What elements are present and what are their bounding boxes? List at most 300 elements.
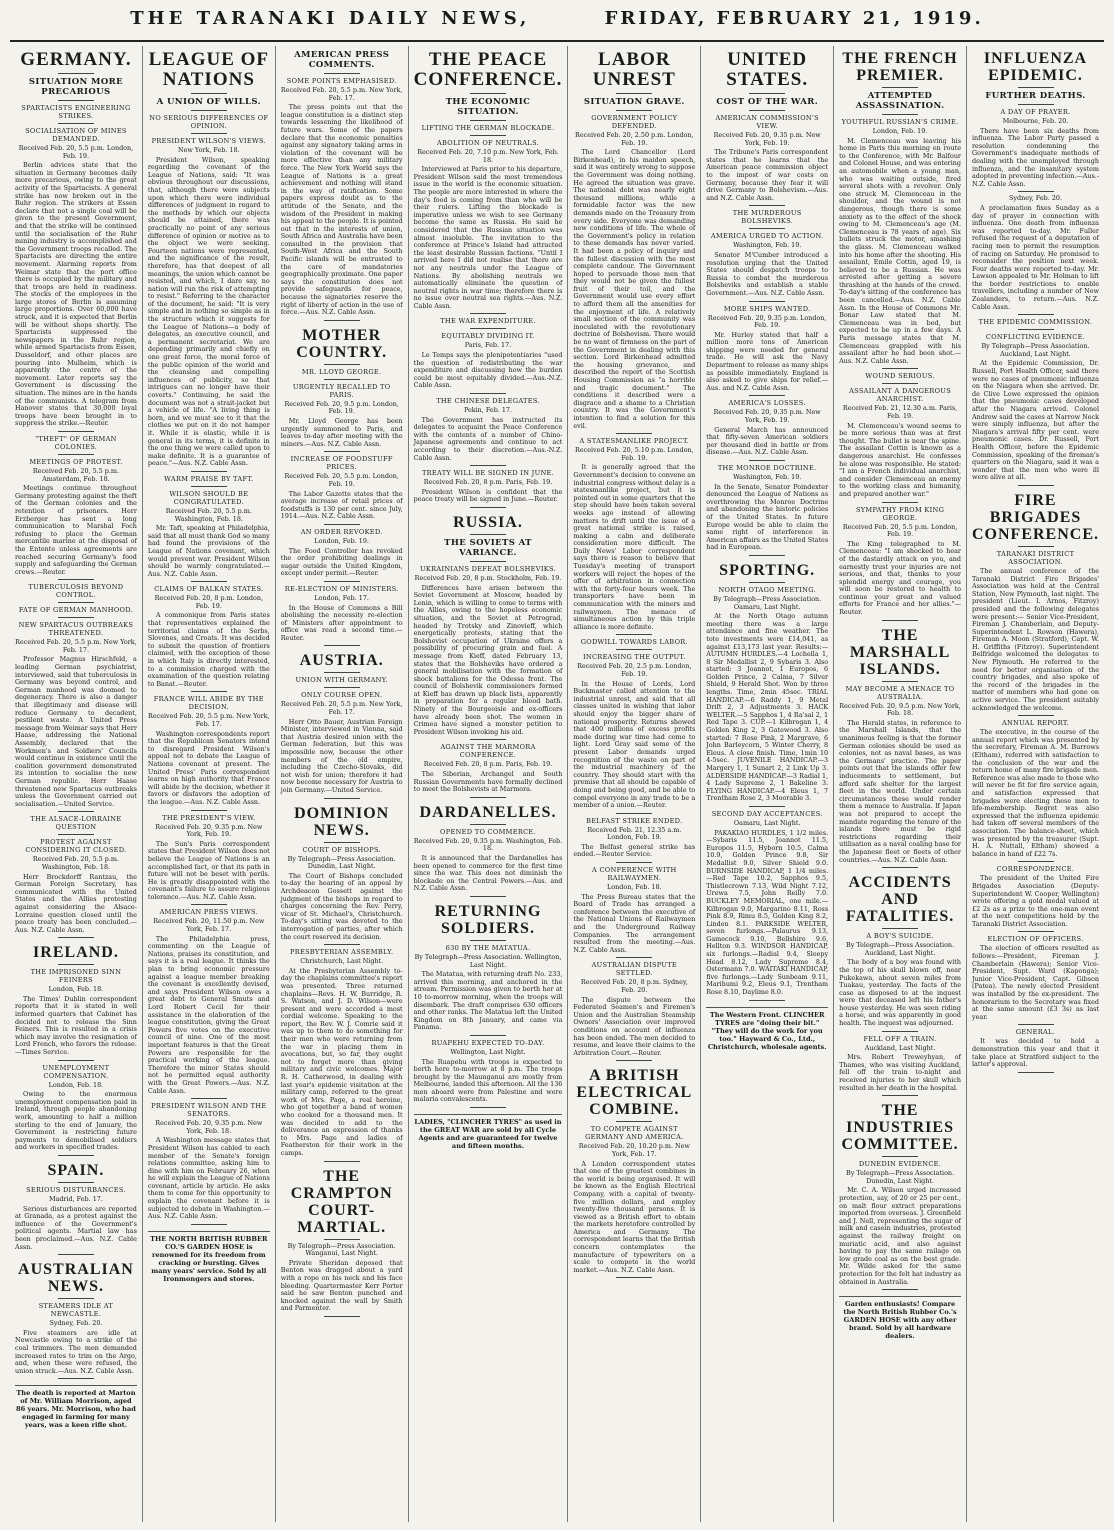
item-rule (882, 1095, 918, 1096)
paragraph: The annual conference of the Taranaki District Fire Brigades' Association was held at the Central Station, New Plymouth, last night. The president (Lieut. I. Arnos, Fitzroy) presided and the following delegates were present:— Senior Vice-President, Fireman J. Chamberlain, and Deputy-Superintendent L. Rowson (Hawera), Fireman A. Moon (Stratford), Capt. W. H. Griffiths (Fitzroy). Superintendent Belfridge welcomed the delegates to New Plymouth. He referred to the need for better organisation of the country brigades, and also spoke of the record of the brigades in the matter of members who had gone on active service. The president suitably acknowledged the welcome. (972, 566, 1099, 712)
section-heading: AMERICAN COMMISSION'S VIEW. (715, 114, 819, 130)
item-rule (749, 806, 785, 807)
dateline: Received Feb. 20, 9.35 p.m. New York, Feb. 19. (155, 822, 263, 839)
paragraph: Five steamers are idle at Newcastle owing to a strike of the coal trimmers. The men demanded increased rates to trim on the Argo, and, when these were refused, the union struck.—Aus. N.Z. Cable Assn. (15, 1328, 137, 1375)
paragraph: The body of a boy was found with the top of his skull blown off, near Pukekawa, about seven miles from Tuakau, yesterday. The facts of the case as disposed to at the inquest were that deceased left his father's house yesterday. He was seen riding a horse, and was apparently in good health. The inquest was adjourned. (839, 958, 961, 1028)
paragraph: Serious disturbances are reported at Granada, as a protest against the influence of the Government's political agents. Martial law has been proclaimed.—Aus. N.Z. Cable Assn. (15, 1204, 137, 1251)
section-heading: THE MURDEROUS BOLSHEVIKS. (732, 209, 802, 226)
item-rule (1018, 1072, 1054, 1073)
article-body (15, 162, 137, 428)
item-rule (191, 904, 227, 905)
section-heading: MAY BECOME A MENACE TO AUSTRALIA. (845, 684, 955, 701)
dateline: Wellington, Last Night. (450, 1047, 526, 1056)
article-body (281, 719, 403, 795)
story-subheadline: AMERICAN PRESS COMMENTS. (294, 50, 390, 70)
section-heading: AMERICA'S LOSSES. (728, 399, 806, 408)
masthead (10, 8, 1104, 42)
story-headline: RUSSIA. (453, 513, 523, 531)
section-heading: AMERICA URGED TO ACTION. (710, 232, 824, 241)
paragraph: The president of the United Fire Brigades Association (Deputy-Superintendent W. Cooper, Wellington) wrote offering a gold medal valued at £2 2s as a prize to the one-man event at the next competitions held by the Taranaki District Association. (972, 874, 1099, 928)
article-body (281, 968, 403, 1158)
paragraph: The Press Bureau states that the Board of Trade has arranged a conference between the executive of the National Unions of Railwaymen and the Underground Railway Companies. The arrangement resulted from the meeting.—Aus. N.Z. Cable Assn. (573, 892, 696, 954)
dateline: Received Feb. 21, 12.30 a.m. Paris, Feb. 19. (842, 404, 958, 420)
headline-rule (616, 1121, 652, 1122)
paragraph: The Herald states, in reference to the Marshall Islands, that the unanimous feeling is that the former German colonies should be used as colonies, not as naval bases, as was the Germans' practice. The paper points out that the islands offer few inducements to settlement, but afford safe shelter for the largest fleet in the world. Under certain circumstances these would render them a menace to Australia. If Japan was not prepared to accept the mandate regarding the tenure of the islands there must be rigid restrictions regarding their utilisation as a naval coaling base for the Japanese fleet or fleets of other countries.—Aus. N.Z. Cable Assn. (839, 718, 961, 864)
article-body (414, 417, 563, 463)
dateline: Received Feb. 20, 2.5 p.m. London, Feb. 19. (577, 662, 692, 678)
headline-rule (470, 93, 506, 94)
dateline: Received Feb. 20, 8 p.m. Paris, Feb. 19. (423, 478, 553, 487)
section-heading: PROTEST AGAINST CONSIDERING IT CLOSED. (25, 838, 127, 855)
story (706, 50, 828, 556)
dateline: By Telegraph—Press Association. Oamaru, Last Night. (713, 594, 822, 611)
section-heading: RUAPEHU EXPECTED TO-DAY. (431, 1038, 545, 1047)
story-subheadline: FURTHER DEATHS. (985, 91, 1086, 101)
subheadline-rule (616, 110, 652, 111)
paragraph: The Belfast general strike has ended.—Reuter Service. (573, 842, 696, 859)
section-heading: TO COMPETE AGAINST GERMANY AND AMERICA. (585, 1125, 684, 1142)
section-heading: A STATESMANLIKE PROJECT. (579, 437, 690, 446)
story-headline: GERMANY. (20, 49, 132, 70)
dateline: Received Feb. 20, 5.10 p.m. London, Feb. 19. (575, 446, 694, 462)
story-subheadline: A UNION OF WILLS. (156, 97, 261, 107)
paragraph: Interviewed at Paris prior to his departure, President Wilson said the most tremendous issue in the world is the economic situation. The people are more interested in where the day's food is coming from than who will be their rulers. Lifting the blockade is imperative unless we wish to see Germany become the same as Russia. He said he considered that the Russian situation was almost insoluble. The invitation to the conference at Prince's Island had attracted the least desirable Russian factions. "Until I arrived here I did not realise that there are not any neutrals under the League of Nations. By abolishing neutrals we automatically eliminate the question of neutral rights in war time; therefore there is no issue over neutral sea rights.—Aus. N.Z. Cable Assn. (413, 165, 563, 310)
section-heading: NO SERIOUS DIFFERENCES OF OPINION. (149, 114, 269, 130)
article-body (15, 996, 137, 1057)
dateline: Christchurch, Last Night. (300, 957, 384, 966)
headline-rule (58, 73, 94, 74)
item-rule (470, 797, 506, 798)
dateline: Received Feb. 20, 8 p.m. Sydney, Feb. 20. (580, 978, 688, 994)
headline-rule (470, 534, 506, 535)
paragraph: Mrs. Robert Treweyhyan, of Thames, who was visiting Auckland, fell off the train to-night and received injuries to her skull which resulted in her death in the hospital. (839, 1053, 961, 1092)
item-rule (191, 1224, 227, 1225)
article-body (706, 332, 828, 393)
column-6 (701, 46, 834, 1522)
story-headline: RETURNING SOLDIERS. (434, 902, 542, 937)
dateline: Received Feb. 20, 2.50 p.m. London, Feb. 19. (575, 131, 694, 147)
article-body (839, 1187, 961, 1286)
dateline: London, Feb. 18. (607, 883, 662, 892)
section-heading: A BOY'S SUICIDE. (866, 932, 934, 941)
section-heading: LIFTING THE GERMAN BLOCKADE. (421, 124, 555, 132)
paragraph: Owing to the enormous unemployment compensation paid in Ireland, through people abandoning work, amounting to half a million sterling to the end of January, the Government is restricting future payments to demobilised soldiers and workers in specified trades. (15, 1090, 137, 1152)
dateline: London, Feb. 19. (314, 536, 369, 545)
paragraph: At the Presbyterian Assembly to-day the chaplains committee's report was presented. Three returned chaplains—Revs. H. W. Burridge, R. S. Watson, and J. D. Wilson—were present and were accorded a most cordial welcome. Speaking to the report, the Rev. W. J. Comrie said it was up to them to do something for their men who were returning from the war in placing them in avocations, but, so far, they ought not to forget more than giving military and civic welcomes. Major R. H. Catherwood, in dealing with last year's epidemic visitation at the military camp, referred to the great work of Mrs. Page, a real heroine, who got together a band of women who cooked for a thousand men. It was decided to add to the deliverance an expression of thanks to Mrs. Page and ladies of Featherston for their work in the camps. (280, 966, 403, 1157)
headline-rule (58, 1298, 94, 1299)
article-body (15, 485, 137, 576)
section-heading: STEAMERS IDLE AT NEWCASTLE. (38, 1302, 114, 1319)
headline-rule (324, 364, 360, 365)
dateline: Received Feb. 20, 8 p.m. London, Feb. 19. (154, 594, 263, 610)
item-rule (749, 395, 785, 396)
paragraph: There have been six deaths from influenza. The Labor Party passed a resolution condemning the Government's inadequate methods of dealing with the unemployed through influenza, and the insanitary system adopted in preventing infection.—Aus.-N.Z. Cable Assn. (972, 126, 1099, 188)
paragraph: It is announced that the Dardanelles has been opened to commerce for the first time since the war. This does not diminish the blockade on the Central Powers.—Aus. and N.Z. Cable Assn. (413, 854, 563, 893)
item-rule (191, 133, 227, 134)
headline-rule (1018, 546, 1054, 547)
item-rule (470, 507, 506, 508)
item-rule (58, 123, 94, 124)
article-body (15, 1330, 137, 1376)
article-body (414, 855, 563, 893)
dateline: New York, Feb. 18. (178, 146, 240, 154)
paragraph: The Sun's Paris correspondent states that President Wilson does not believe the League of Nations is an accomplished fact, or that its path in future will not be beset with perils. He is greatly disappointed with the covenant's failure to assure religious tolerance.—Aus. N.Z. Cable Assn. (147, 839, 270, 901)
headline-rule (749, 582, 785, 583)
paragraph: The Lord Chancellor (Lord Birkenhead), in his maiden speech, said it was entirely wrong to suppose the Government was doing nothing. He agreed the situation was grave. The national debt was nearly eight thousand millions, while a formidable factor was the new demands made on the Treasury from every side. Everyone was demanding new conditions of life. The whole of the Government's policy in relation to these demands has never varied. It had been a policy of inquiry and the fullest discussion with the most complete candour. The Government hoped to persuade those men that they would not be given the fullest fruit of their toil, and the Government would use every effort to afford them all the amenities for the enjoyment of life. A relatively small section of the community was inoculated with the revolutionary doctrine of Bolshevism. There would be no want of firmness on the part of the Government in dealing with this section. Lord Birkenhead admitted the housing grievance, and described the report of the Scottish Housing Commission as "a horrible and tragic document." The conditions it described were a disgrace and a shame to a Christian country. It was the Government's intention to find a solution for this evil. (573, 148, 696, 430)
article-body (972, 360, 1099, 482)
section-heading: AUSTRALIAN DISPUTE SETTLED. (591, 961, 678, 978)
paragraph: Washington correspondents report that the Republican Senators intend to disregard President Wilson's appeal not to debate the League of Nations covenant at present. The United Press' Paris correspondent learns on high authority that France will abide by the decision, whether it favors or disfavors the adoption of the league.—Aus. N.Z. Cable Assn. (147, 729, 270, 806)
item-rule (324, 798, 360, 799)
dateline: Received Feb. 20, 8 p.m. Stockholm, Feb. 19. (414, 573, 562, 582)
article-body (573, 149, 695, 430)
section-heading: MR. LLOYD GEORGE. (301, 367, 382, 376)
item-rule (191, 1098, 227, 1099)
article-body (414, 971, 563, 1032)
article-body (15, 874, 137, 935)
story-headline: DOMINION NEWS. (294, 804, 390, 839)
paragraph: The election of officers resulted as follows:—President, Fireman J. Chamberlain (Hawera); Senior Vice-President, Supt. Ward (Kaponga); Junior Vice-President, Capt. Gibson (Patea). The newly elected President was installed by the ex-president. The honorarium to the Secretary was fixed at the same amount (£3 3s) as last year. (972, 944, 1099, 1021)
section-heading: WARM PRAISE BY TAFT. (164, 474, 254, 483)
paper-title: THE TARANAKI DAILY NEWS, (130, 8, 531, 29)
headline-rule (470, 940, 506, 941)
paragraph: The Food Controller has revoked the order prohibiting dealings in sugar outside the United Kingdom, except under permit.—Reuter. (280, 546, 403, 578)
section-heading: SPARTACISTS ENGINEERING STRIKES. (21, 104, 131, 120)
item-rule (470, 896, 506, 897)
dateline: Sydney, Feb. 20. (1009, 194, 1062, 203)
paragraph: At the North Otago autumn meeting there was a large attendance and fine weather. The tote investments were £14,041, as against £13,173 last year. Results:— AUTUMN HURDLES.—4 Lochella 1, 8 Sir Medallist 2, 9 Sybaris 3. Also started: 3 Joannot, 1 Europos, 6 Golden Prince, 2 Calma, 7 Silver Shield, 9 Herald Shot. Won by three lengths. Time, 2min 45sec. TRIAL HANDICAP.—6 Raddy 1, 9 Metal Drift 2, 3 Adjustments 3. HACK WELTER.—5 Sapphos 1, 4 Ra'sal 2, 1 Red Tape 3. CUP.—1 Kilbrogan 1, 4 Golden King 2, 3 Gatewood 3. Also started: 7 Rose Pink, 2 Margrave, 6 John Barleycorn, 5 Winter Cherry, 8 Eleus. A close finish. Time, 1min 10 4-5sec. JUVENILE HANDICAP.—3 Margery 1, 1 Sunart 2, 2 Link Up 3. ALDERSIDE HANDICAP.—3 Radial 1, 4 Lady Supreme 2, 1 Bakeline 3. FLYING HANDICAP.—4 Eleus 1, 7 Trentham Rose 2, 3 Moorable 3. (706, 612, 829, 803)
section-heading: A DAY OF PRAYER. (1000, 108, 1071, 116)
article-body (148, 157, 270, 468)
story-subheadline: SITUATION GRAVE. (583, 97, 685, 107)
dateline: Received Feb. 20, 9.35 p.m. New York, Feb. 19. (713, 131, 821, 147)
article-body (839, 1054, 961, 1092)
section-heading: AN ORDER REVOKED. (300, 527, 383, 536)
item-rule (324, 645, 360, 646)
article-body (15, 656, 137, 808)
article-body (706, 149, 828, 202)
item-rule (1018, 861, 1054, 862)
section-heading: NEW SPARTACUS OUTBREAKS THREATENED. (18, 621, 134, 638)
story (972, 50, 1099, 486)
column-5 (568, 46, 701, 1522)
section-heading: THE EPIDEMIC COMMISSION. (978, 318, 1093, 327)
article-body (972, 205, 1099, 311)
advertisement: LADIES, "CLINCHER TYRES" as used in the GREAT WAR are sold by all Cycle Agents and are guaranteed for twelve and fifteen months. (414, 1114, 563, 1150)
section-heading: GOVERNMENT POLICY DEFENDED. (591, 114, 678, 130)
item-rule (191, 691, 227, 692)
item-rule (324, 451, 360, 452)
headline-rule (882, 928, 918, 929)
item-rule (616, 1277, 652, 1278)
story-headline: MOTHER COUNTRY. (296, 326, 388, 361)
article-body (839, 720, 961, 864)
paragraph: The press points out that the league constitution is a distinct step towards lessening the likelihood of future wars. Some of the papers declare that the economic penalties against any signatory taking arms in violation of the covenant will be more effective than any military force. The New York World says the League of Nations is a great achievement and nothing will stand in the way of ratification. Some papers express doubt as to the attitude of the Senate, and the wisdom of the President in making his appeal to the people. It is pointed out that in the interests of union, South Africa and Australia have been consulted in the provision that South-West Africa and the South Pacific islands will be entrusted to the care of mandatories geographically proximate. One paper says the constitution does not provide safeguards for peace, because the signatories reserve the right of liberty of action in the use of force.—Aus. N.Z. Cable Assn. (280, 103, 403, 317)
item-rule (324, 581, 360, 582)
item-rule (58, 937, 94, 938)
story-headline: THE CRAMPTON COURT-MARTIAL. (290, 1167, 393, 1236)
item-rule (58, 602, 94, 603)
item-rule (616, 433, 652, 434)
subheadline-rule (470, 120, 506, 121)
story-headline: AUSTRALIAN NEWS. (18, 1261, 134, 1296)
dateline: By Telegraph—Press Association. Wanganui, Last Night. (287, 1241, 396, 1258)
item-rule (882, 867, 918, 868)
story-subheadline: ATTEMPTED ASSASSINATION. (855, 91, 945, 111)
dateline: By Telegraph—Press Association. Auckland, Last Night. (846, 941, 955, 957)
section-heading: UNEMPLOYMENT COMPENSATION. (42, 1063, 110, 1080)
story-headline: THE INDUSTRIES COMMITTEE. (841, 1102, 959, 1154)
article-body (972, 729, 1099, 858)
paragraph: General March has announced that fifty-seven American soldiers per thousand died in battle or from disease.—Aus. N.Z. Cable Assn. (706, 425, 829, 457)
item-rule (882, 620, 918, 621)
section-heading: SYMPATHY FROM KING GEORGE. (855, 505, 945, 522)
section-heading: SOCIALISATION OF MINES DEMANDED. (25, 127, 127, 143)
article-body (839, 423, 961, 499)
section-heading: FRANCE WILL ABIDE BY THE DECISION. (153, 695, 264, 712)
story-headline: UNITED STATES. (726, 49, 809, 90)
story-headline: SPAIN. (47, 1161, 105, 1179)
item-rule (58, 617, 94, 618)
item-rule (324, 687, 360, 688)
column-3 (276, 46, 409, 1522)
dateline: Received Feb. 20, 5.5 p.m. New York, Feb. 17. (280, 86, 403, 102)
advertisement: THE NORTH BRITISH RUBBER CO.'S GARDEN HOSE is renowned for its freedom from cracking or bursting. Gives many years' service. Sold by all Ironmongers and stores. (148, 1231, 270, 1283)
section-heading: SECOND DAY ACCEPTANCES. (711, 809, 823, 818)
paragraph: A proclamation fixes Sunday as a day of prayer in connection with influenza. One death from influenza was reported to-day. Mr. Fuller refused the request of a deputation of racing men to permit the resumption of racing on Saturday. He promised to reconsider the position next week. Four deaths were reported to-day. Mr. Lawson appealed to Mr. Holman to lift the border restrictions to enable travellers, including a number of New Zealanders, to return.—Aus. N.Z. Cable Assn. (972, 203, 1099, 311)
paragraph: Senator M'Cumber introduced a resolution urging that the United States should despatch troops to Russia to combat the murderous Bolsheviks and establish a stable Government.—Aus. N.Z. Cable Assn. (706, 250, 829, 297)
paragraph: In the House of Commons a Bill abolishing the necessity re-election of Ministers after appointment to office was read a second time.—Reuter. (280, 603, 403, 642)
headline-rule (749, 93, 785, 94)
advertisement: Garden enthusiasts! Compare the North British Rubber Co.'s GARDEN HOSE with any other brand. Sold by all hardware dealers. (839, 1296, 961, 1340)
section-heading: THE PRESIDENT'S VIEW. (162, 813, 256, 822)
article-body (15, 1091, 137, 1152)
item-rule (882, 1031, 918, 1032)
paragraph: Mr. C. A. Wilson urged increased protection, say, of 20 or 25 per cent., on malt flour extract preparations imported from overseas. J. Greenfield and J. Nell, representing the sugar of milk and casein industries, protested against the railway freight on muriatic acid, and also against having to pay the same railage on low grade coal as on the best grade. Mr. Wilde asked for the same protection for the felt hat industry as obtained in Australia. (839, 1186, 961, 1286)
paragraph: The Tribune's Paris correspondent states that he learns that the American peace commission object to the impost of war costs on Germany, because they fear it will drive Germany to Bolshevism.—Aus. and N.Z. Cable Assn. (706, 148, 829, 202)
subheadline-rule (191, 110, 227, 111)
column-4 (409, 46, 569, 1522)
story-headline: ACCIDENTS AND FATALITIES. (845, 874, 955, 926)
story-headline: AUSTRIA. (299, 652, 384, 670)
article-body (414, 1059, 563, 1105)
story-subheadline: THE SOVIETS AT VARIANCE. (444, 537, 532, 558)
item-rule (324, 1161, 360, 1162)
paragraph: President Wilson is confident that the peace treaty will be signed in June.—Reuter. (413, 487, 563, 504)
section-heading: GENERAL. (1015, 1028, 1056, 1037)
paragraph: It was decided to hold a demonstration this year and that it take place at Stratford subject to the latter's approval. (972, 1037, 1099, 1069)
article-body (972, 568, 1099, 712)
section-heading: WOUND SERIOUS. (865, 372, 935, 381)
item-rule (191, 471, 227, 472)
item-rule (58, 834, 94, 835)
dateline: Received Feb. 20, 5.5 p.m. London, Feb. 19. (284, 472, 399, 488)
article-body (972, 1038, 1099, 1068)
headline-rule (470, 824, 506, 825)
item-rule (58, 1060, 94, 1061)
dateline: Received Feb. 20, 5.5 p.m. Amsterdam, Feb. 18. (32, 466, 119, 483)
item-rule (470, 328, 506, 329)
article-body (148, 731, 270, 807)
section-heading: ANNUAL REPORT. (1001, 719, 1070, 728)
article-body (281, 491, 403, 521)
headline-rule (58, 1182, 94, 1183)
item-rule (58, 579, 94, 580)
section-heading: FATE OF GERMAN MANHOOD. (18, 606, 133, 615)
item-rule (1018, 1024, 1054, 1025)
paragraph: Le Temps says the plenipotentiaries "used the question of redistributing the war expenditure and discussing how the burden could be most equitably divided.—Aus.-N.Z. Cable Assn. (413, 351, 563, 390)
section-heading: COURT OF BISHOPS. (302, 845, 381, 854)
item-rule (470, 465, 506, 466)
section-heading: EQUITABLY DIVIDING IT. (441, 332, 535, 341)
dateline: Received Feb. 20, 5.5 p.m. Washington, Feb. 18. (165, 506, 252, 523)
story (15, 1261, 137, 1379)
article-body (281, 605, 403, 643)
dateline: Washington, Feb. 19. (733, 473, 802, 481)
story (281, 652, 403, 798)
section-heading: PRESIDENT WILSON AND THE SENATORS. (151, 1102, 267, 1119)
story (15, 944, 137, 1156)
article-body (839, 541, 961, 617)
dateline: Received Feb. 20, 9.5 p.m. New York, Feb. 18. (839, 701, 961, 718)
subheadline-rule (58, 100, 94, 101)
article-body (15, 1206, 137, 1252)
item-rule (58, 811, 94, 812)
column-8 (967, 46, 1104, 1522)
item-rule (616, 957, 652, 958)
section-heading: BELFAST STRIKE ENDED. (586, 816, 683, 825)
section-heading: OPENED TO COMMERCE. (440, 827, 536, 836)
subheadline-rule (882, 114, 918, 115)
section-heading: THE WAR EXPENDITURE. (440, 317, 536, 326)
section-heading: GODWILL TOWARDS LABOR. (580, 638, 688, 647)
story-headline: LEAGUE OF NATIONS (148, 49, 269, 90)
article-body (414, 166, 563, 310)
subheadline-rule (1018, 104, 1054, 105)
paragraph: A commonique from Paris states that representatives explained the territorial claims of the Serbs, Slovenes, and Croats. It was decided to submit the question of frontiers claimed, with the exception of those in which Italy is directly interested, to a commission charged with the examination of the question relating to Banat.—Reuter. (147, 611, 270, 688)
paragraph: Mr. Taft, speaking at Philadelphia, said that all must thank God so many had found the provisions of the League of Nations covenant, which would prevent war. President Wilson should be warmly congratulated.—Aus. N.Z. Cable Assn. (147, 524, 270, 578)
article-body (573, 997, 695, 1058)
item-rule (58, 1378, 94, 1379)
dateline: London, Feb. 19. (872, 127, 928, 135)
section-heading: CORRESPONDENCE. (996, 865, 1075, 874)
item-rule (470, 313, 506, 314)
article-body (281, 548, 403, 578)
paragraph: Meetings continue throughout Germany protesting against the theft of the German colonies and the retention of prisoners. Herr Erzberger has sent a long communication to Marshal Foch refusing to place the German mercantile marine at the disposal of the Entente unless agreements are reached securing Germany's food supply and safeguarding the German crews.—Reuter. (15, 484, 137, 576)
section-heading: AGAINST THE MARMORA CONFERENCE. (440, 743, 536, 760)
story-headline: INFLUENZA EPIDEMIC. (983, 50, 1088, 84)
item-rule (749, 205, 785, 206)
headline-rule (324, 672, 360, 673)
item-rule (616, 862, 652, 863)
story-subheadline: SITUATION MORE PRECARIOUS (28, 77, 123, 97)
advertisement: The death is reported at Marton of Mr. William Morrison, aged 86 years. Mr. Morrison, who had engaged in farming for many years, was a keen rifle shot. (15, 1385, 137, 1429)
headline-rule (882, 87, 918, 88)
article-body (972, 875, 1099, 928)
section-heading: INCREASING THE OUTPUT. (582, 653, 686, 662)
article-body (148, 1137, 270, 1221)
article-body (281, 1260, 403, 1313)
section-heading: PRESBYTERIAN ASSEMBLY. (289, 948, 394, 957)
item-rule (324, 379, 360, 380)
article-body (148, 612, 270, 688)
article-body (706, 613, 828, 803)
headline-rule (58, 964, 94, 965)
article-body (573, 844, 695, 859)
section-heading: DUNEDIN EVIDENCE. (858, 1160, 942, 1169)
item-rule (58, 431, 94, 432)
article-body (414, 489, 563, 504)
paragraph: Professor Magnus Hirschfeld, a leading German psychiatrist, interviewed, said that tuberculosis in Germany was beyond control, and German manhood was doomed to degeneracy. There is also a danger that illegitimacy and disease will reduce Germany to decadent, pestilent waste. A United Press message from Weimar says that Herr Haase, addressing the National Assembly, declared that the Workmen's and Soldiers' Councils would continue in existence until the coalition government demonstrated its intention to socialise the new German republic. Herr Haase threatened new Spartacus outbreaks unless the Government carried out socialisation.—United Service. (15, 655, 137, 808)
dateline: London, Feb. 18. (48, 985, 104, 994)
item-rule (882, 1289, 918, 1290)
item-rule (882, 368, 918, 369)
item-rule (1018, 931, 1054, 932)
dateline: Received Feb. 20, 9.5 p.m. London, Feb. 19. (284, 399, 399, 416)
paragraph: Private Sheridan deposed that Benton was dragged about a yard with a rope on his neck and his face bleeding. Quartermaster Kerr Porter said he saw Benton punched and knocked against the wall by Smith and Parmenter. (280, 1258, 403, 1313)
story (839, 627, 961, 868)
dateline: Received Feb. 20, 9.35 p.m. New York, Feb. 19. (713, 408, 821, 425)
article-body (414, 585, 563, 737)
paragraph: In the Senate, Senator Poindexter denounced the League of Nations as overthrowing the Monroe Doctrine and abandoning the historic policies of the United States. In future Europe would be able to claim the same right of interference in American affairs as the United States had in European. (706, 482, 829, 552)
dateline: Auckland, Last Night. (864, 1043, 936, 1052)
article-body (706, 830, 828, 997)
item-rule (324, 1316, 360, 1317)
item-rule (470, 393, 506, 394)
dateline: By Telegraph—Press Association. Wellington, Last Night. (414, 952, 562, 969)
article-body (972, 128, 1099, 189)
story-headline: THE MARSHALL ISLANDS. (849, 626, 951, 678)
story-headline: THE FRENCH PREMIER. (842, 50, 958, 84)
section-heading: CONFLICTING EVIDENCE. (985, 333, 1086, 342)
item-rule (191, 581, 227, 582)
story (839, 50, 961, 621)
story (573, 50, 695, 1061)
item-rule (1018, 314, 1054, 315)
paragraph: Mr. Lloyd George has been urgently summoned to Paris, and leaves to-day after meeting with the miners.—Aus. N.Z. Cable Assn. (280, 417, 403, 448)
dateline: Pekin, Feb. 17. (463, 406, 513, 415)
item-rule (1018, 191, 1054, 192)
dateline: London, Feb. 17. (314, 593, 369, 602)
headline-rule (616, 93, 652, 94)
paragraph: A London correspondent states that one of the greatest combines in the world is being organised. It will be known as the English Electrical Company, with a capital of twenty-five million dollars, and employ twenty-five thousand persons. It is viewed as a British effort to obtain the markets heretofore controlled by America and Germany. The correspondent learns that the British concern contemplates the manufacture of typewriters on a scale to compete in the world market.—Aus. N.Z. Cable Assn. (573, 1159, 696, 1274)
story (839, 1102, 961, 1290)
story-headline: A BRITISH ELECTRICAL COMBINE. (576, 1067, 693, 1119)
section-heading: ONLY COURSE OPEN. (301, 691, 383, 700)
section-heading: SERIOUS DISTURBANCES. (26, 1185, 126, 1194)
item-rule (882, 383, 918, 384)
section-heading: UKRAINIANS DEFEAT BOLSHEVIKS. (420, 564, 556, 573)
section-heading: ABOLITION OF NEUTRALS. (436, 139, 540, 147)
headline-rule (882, 1156, 918, 1157)
columns (10, 46, 1104, 1522)
article-body (281, 418, 403, 448)
item-rule (324, 524, 360, 525)
story (573, 1067, 695, 1278)
dateline: Oamaru, Last Night. (733, 818, 801, 827)
dateline: Received Feb. 20, 5.5 p.m. London, Feb. 19. (842, 522, 958, 539)
subheadline-rule (324, 73, 360, 74)
paragraph: In the House of Lords, Lord Buckmaster called attention to the industrial unrest, and said that all classes united in wishing that labor should enjoy the bigger share of national prosperity. Returns showed that 400 millions of excess profits made during war time had come to light. Lord Gray said some of the present Labor demands urged recognition of the waste on part of the industrial machinery of the country. They should start with the premise that all should be capable of doing and being good, and be able to compel everyone in any trade to be a member of a union.—Reuter. (573, 679, 696, 810)
article-body (972, 945, 1099, 1021)
paragraph: M. Clemenceau was leaving his home in Paris this morning en route to the Conference, with Mr. Balfour and Colonel House, and was entering an automobile when a young man, who was waiting outside, fired several shots with a revolver. Only one struck M. Clemenceau in the shoulder, and the wound is not dangerous, though there is some anxiety as to the effect of the shock owing to M. Clemenceau's age (M. Clemenceau is 78 years of age). Six bullets struck the motor, smashing the glass. M. Clemenceau walked into his home after the shooting. His assailant, Emile Cottin, aged 19, is believed to be a Russian. He was arrested after getting a severe thrashing at the hands of the crowd. To-day's sitting of the conference has been cancelled.—Aus. N.Z. Cable Assn. In the House of Commons Mr. Bonar Law stated that M. Clemenceau was in bed, but expected to be up in a few days. A Paris message states that M. Clemenceau grappled with his assailant after he had been shot.—Aus. N.Z. Cable Assn. (839, 136, 961, 365)
section-heading: THE ALSACE-LORRAINE QUESTION (30, 815, 122, 832)
section-heading: UNION WITH GERMANY. (295, 676, 388, 685)
paragraph: Herr Otto Bauer, Austrian Foreign Minister, interviewed in Vienna, said that Austria desired union with the German federation, but this was impossible now, because the other members of the old empire, including the Czecho-Slovaks, did not wish for union; therefore it had now become necessary for Austria to join Germany.—United Service. (280, 717, 403, 794)
item-rule (749, 555, 785, 556)
item-rule (749, 228, 785, 229)
item-rule (191, 810, 227, 811)
